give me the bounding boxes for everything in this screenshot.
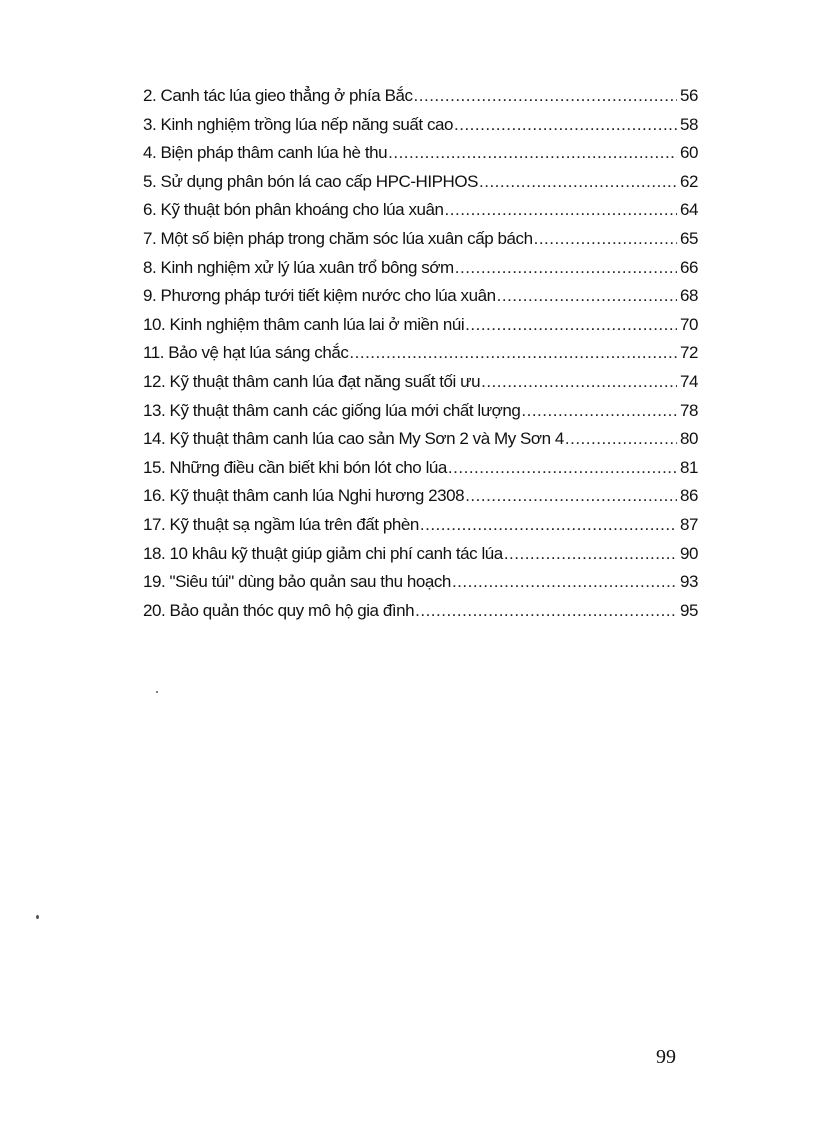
toc-entry-title: 12. Kỹ thuật thâm canh lúa đạt năng suất tối ưu (143, 371, 481, 391)
toc-entry-page: 68 (679, 286, 698, 306)
toc-entry-page: 62 (679, 171, 698, 191)
toc-dot-leader (452, 572, 677, 592)
toc-entry-title: 11. Bảo vệ hạt lúa sáng chắc (143, 343, 349, 363)
toc-dot-leader (504, 544, 677, 564)
toc-dot-leader (565, 429, 677, 449)
toc-entry-title: 20. Bảo quản thóc quy mô hộ gia đình (143, 600, 415, 620)
toc-entry-title: 8. Kinh nghiệm xử lý lúa xuân trổ bông sớm (143, 257, 454, 277)
toc-entry (143, 544, 698, 573)
toc-entry-page: 58 (679, 114, 698, 134)
toc-dot-leader (455, 258, 677, 278)
toc-entry (143, 200, 698, 229)
toc-entry-title: 3. Kinh nghiệm trồng lúa nếp năng suất cao (143, 114, 454, 134)
toc-dot-leader (481, 372, 677, 392)
toc-dot-leader (415, 601, 677, 621)
toc-entry (143, 515, 698, 544)
toc-entry (143, 372, 698, 401)
toc-entry-page: 81 (679, 457, 698, 477)
toc-entry (143, 229, 698, 258)
toc-entry-page: 64 (679, 200, 698, 220)
toc-entry (143, 86, 698, 115)
toc-entry (143, 115, 698, 144)
toc-entry-page: 74 (679, 371, 698, 391)
toc-entry-page: 70 (679, 314, 698, 334)
toc-entry-page: 93 (679, 572, 698, 592)
toc-entry-title: 9. Phương pháp tưới tiết kiệm nước cho lúa xuân (143, 286, 496, 306)
toc-entry-title: 16. Kỹ thuật thâm canh lúa Nghi hương 2308 (143, 486, 465, 506)
toc-entry-page: 95 (679, 600, 698, 620)
toc-entry-title: 2. Canh tác lúa gieo thẳng ở phía Bắc (143, 86, 413, 105)
toc-entry (143, 601, 698, 630)
toc-dot-leader (420, 515, 677, 535)
toc-entry-title: 5. Sử dụng phân bón lá cao cấp HPC-HIPHOS (143, 171, 479, 191)
toc-dot-leader (497, 286, 677, 306)
toc-entry-page: 86 (679, 486, 698, 506)
toc-dot-leader (479, 172, 677, 192)
toc-dot-leader (414, 86, 677, 106)
toc-dot-leader (445, 200, 677, 220)
toc-entry-title: 15. Những điều cần biết khi bón lót cho lúa (143, 457, 447, 477)
toc-entry-title: 13. Kỹ thuật thâm canh các giống lúa mới chất lượng (143, 400, 521, 420)
toc-entry-title: 17. Kỹ thuật sạ ngầm lúa trên đất phèn (143, 514, 419, 534)
toc-entry (143, 572, 698, 601)
table-of-contents (143, 86, 698, 629)
toc-entry (143, 258, 698, 287)
toc-entry-title: 4. Biện pháp thâm canh lúa hè thu (143, 143, 388, 163)
toc-entry (143, 343, 698, 372)
toc-entry (143, 429, 698, 458)
toc-entry (143, 286, 698, 315)
toc-entry-title: 10. Kinh nghiệm thâm canh lúa lai ở miền núi (143, 314, 465, 334)
toc-dot-leader (465, 486, 677, 506)
toc-dot-leader (448, 458, 677, 478)
toc-entry-title: 7. Một số biện pháp trong chăm sóc lúa xuân cấp bách (143, 228, 533, 248)
toc-entry-title: 14. Kỹ thuật thâm canh lúa cao sản My Sơn 2 và My Sơn 4 (143, 429, 564, 449)
toc-entry (143, 486, 698, 515)
toc-dot-leader (521, 401, 677, 421)
toc-entry-page: 56 (679, 86, 698, 105)
toc-entry (143, 401, 698, 430)
toc-entry-title: 6. Kỹ thuật bón phân khoáng cho lúa xuân (143, 200, 444, 220)
toc-entry (143, 315, 698, 344)
toc-dot-leader (534, 229, 677, 249)
toc-entry-page: 78 (679, 400, 698, 420)
page-number: 99 (656, 1046, 676, 1068)
scan-speck (156, 691, 158, 693)
toc-dot-leader (465, 315, 677, 335)
scan-speck (36, 915, 39, 919)
toc-entry-page: 87 (679, 514, 698, 534)
toc-dot-leader (454, 115, 677, 135)
toc-entry (143, 458, 698, 487)
toc-dot-leader (349, 343, 677, 363)
toc-entry-page: 72 (679, 343, 698, 363)
toc-entry-page: 65 (679, 228, 698, 248)
toc-dot-leader (388, 143, 677, 163)
toc-entry (143, 143, 698, 172)
toc-entry-title: 18. 10 khâu kỹ thuật giúp giảm chi phí canh tác lúa (143, 543, 503, 563)
toc-entry-page: 66 (679, 257, 698, 277)
toc-entry (143, 172, 698, 201)
toc-entry-title: 19. "Siêu túi" dùng bảo quản sau thu hoạch (143, 572, 451, 592)
toc-entry-page: 90 (679, 543, 698, 563)
toc-entry-page: 60 (679, 143, 698, 163)
toc-entry-page: 80 (679, 429, 698, 449)
